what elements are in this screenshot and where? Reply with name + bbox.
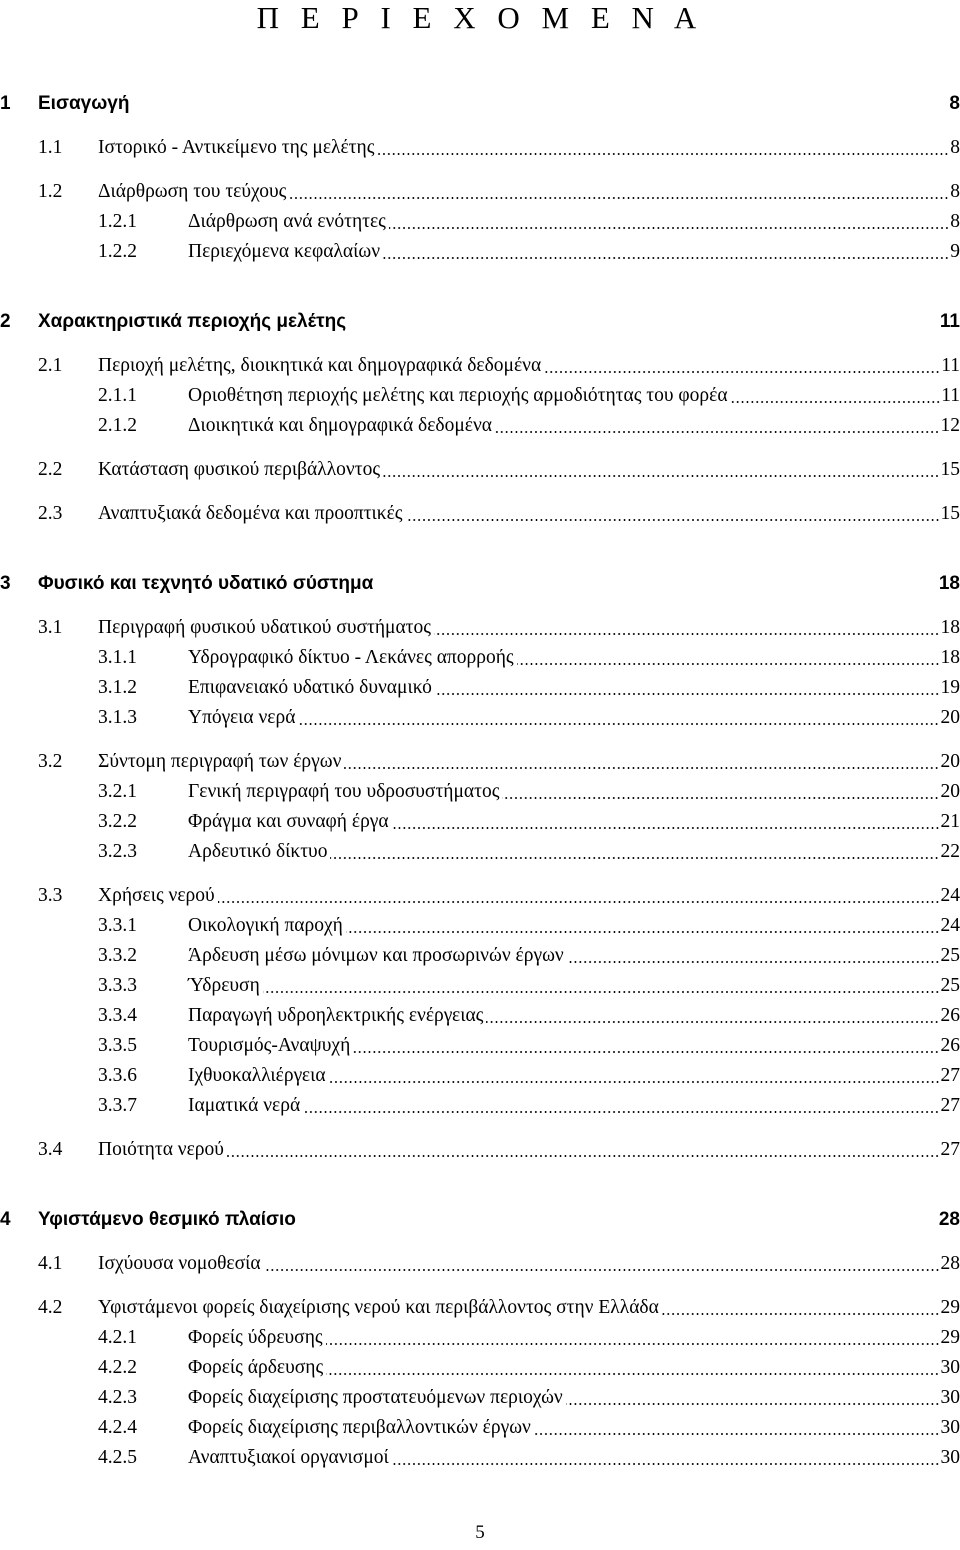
toc-number: 3.2.2 [98,810,137,832]
toc-title: Υφιστάμενοι φορείς διαχείρισης νερού και περιβάλλοντος στην Ελλάδα [98,1296,659,1318]
toc-title: Ισχύουσα νομοθεσία [98,1252,261,1274]
toc-number: 4.2.3 [98,1386,137,1408]
toc-number: 4.2 [38,1296,63,1318]
toc-title: Χρήσεις νερού [98,884,215,906]
toc-page: 30 [940,1446,960,1468]
toc-section[interactable] [0,607,960,637]
toc-title: Διάρθρωση του τεύχους [98,180,287,202]
dot-leader [567,961,940,963]
toc-title: Ιαματικά νερά [188,1094,301,1116]
toc-subsection[interactable] [0,1437,960,1467]
toc-number: 2.3 [38,502,63,524]
dot-leader [392,827,940,829]
toc-page: 21 [940,810,960,832]
toc-number: 1 [0,93,11,114]
toc-title: Ιχθυοκαλλιέργεια [188,1064,326,1086]
toc-number: 1.1 [38,136,63,158]
toc-page: 28 [940,1252,960,1274]
toc-number: 1.2 [38,180,63,202]
toc-title: Διοικητικά και δημογραφικά δεδομένα [188,414,493,436]
toc-section[interactable] [0,449,960,479]
toc-page: 30 [940,1416,960,1438]
toc-page: 22 [940,840,960,862]
toc-page: 28 [938,1209,960,1230]
dot-leader [344,767,939,769]
toc-subsection[interactable] [0,231,960,261]
toc-title: Κατάσταση φυσικού περιβάλλοντος [98,458,381,480]
toc-page: 15 [940,502,960,524]
toc-title: Φράγμα και συναφή έργα [188,810,389,832]
toc-section[interactable] [0,875,960,905]
toc-subsection[interactable] [0,935,960,965]
toc-subsection[interactable] [0,965,960,995]
toc-number: 3.3.3 [98,974,137,996]
toc-page: 27 [940,1138,960,1160]
toc-chapter[interactable] [0,301,960,331]
toc-title: Ύδρευση [188,974,260,996]
toc-subsection[interactable] [0,771,960,801]
toc-title: Αρδευτικό δίκτυο [188,840,328,862]
toc-page: 30 [940,1356,960,1378]
dot-leader [406,519,940,521]
toc-page: 8 [950,210,960,232]
toc-number: 2.1.2 [98,414,137,436]
toc-subsection[interactable] [0,1347,960,1377]
dot-leader [486,1021,939,1023]
toc-page: 24 [940,914,960,936]
toc-title: Ποιότητα νερού [98,1138,224,1160]
toc-title: Περιγραφή φυσικού υδατικού συστήματος [98,616,431,638]
toc-title: Διάρθρωση ανά ενότητες [188,210,386,232]
toc-page: 26 [940,1034,960,1056]
toc-page: 20 [940,780,960,802]
toc-title: Τουρισμός-Αναψυχή [188,1034,351,1056]
toc-chapter[interactable] [0,83,960,113]
toc-number: 3.3.5 [98,1034,137,1056]
toc-title: Φορείς ύδρευσης [188,1326,323,1348]
toc-page: 11 [941,384,960,406]
toc-title: Οριοθέτηση περιοχής μελέτης και περιοχής αρμοδιότητας του φορέα [188,384,728,406]
toc-number: 4.2.5 [98,1446,137,1468]
toc-section[interactable] [0,1287,960,1317]
page-title: Π Ε Ρ Ι Ε Χ Ο Μ Ε Ν Α [256,0,704,35]
toc-page: 27 [940,1094,960,1116]
toc-page: 27 [940,1064,960,1086]
dot-leader [435,693,940,695]
toc-subsection[interactable] [0,1377,960,1407]
dot-leader [517,663,940,665]
dot-leader [227,1155,940,1157]
toc-subsection[interactable] [0,1407,960,1437]
toc-subsection[interactable] [0,405,960,435]
toc-number: 3 [0,573,11,594]
toc-title: Γενική περιγραφή του υδροσυστήματος [188,780,500,802]
toc-number: 1.2.1 [98,210,137,232]
dot-leader [502,797,939,799]
toc-subsection[interactable] [0,1085,960,1115]
dot-leader [303,1111,939,1113]
toc-subsection[interactable] [0,1317,960,1347]
toc-number: 3.3 [38,884,63,906]
toc-page: 29 [940,1326,960,1348]
toc-subsection[interactable] [0,905,960,935]
dot-leader [218,901,940,903]
dot-leader [330,857,939,859]
toc-page: 18 [940,616,960,638]
toc-page: 20 [940,706,960,728]
toc-title: Αναπτυξιακοί οργανισμοί [188,1446,389,1468]
toc-title: Ιστορικό - Αντικείμενο της μελέτης [98,136,375,158]
toc-number: 1.2.2 [98,240,137,262]
dot-leader [434,633,940,635]
toc-title: Υφιστάμενο θεσμικό πλαίσιο [38,1209,296,1230]
toc-number: 4.2.1 [98,1326,137,1348]
toc-number: 3.2 [38,750,63,772]
dot-leader [263,991,940,993]
toc-subsection[interactable] [0,667,960,697]
toc-title: Εισαγωγή [38,93,130,114]
toc-page: 19 [940,676,960,698]
toc-title: Περιοχή μελέτης, διοικητικά και δημογραφικά δεδομένα [98,354,542,376]
toc-number: 2.1 [38,354,63,376]
dot-leader [329,1081,940,1083]
dot-leader [264,1269,940,1271]
toc-number: 4.1 [38,1252,63,1274]
toc-number: 3.3.6 [98,1064,137,1086]
toc-subsection[interactable] [0,995,960,1025]
toc-number: 3.1 [38,616,63,638]
toc-section[interactable] [0,741,960,771]
toc-section[interactable] [0,493,960,523]
dot-leader [662,1313,940,1315]
toc-number: 3.1.2 [98,676,137,698]
toc-page: 25 [940,944,960,966]
toc-title: Φορείς διαχείρισης περιβαλλοντικών έργων [188,1416,531,1438]
toc-title: Περιεχόμενα κεφαλαίων [188,240,381,262]
dot-leader [544,371,940,373]
toc-number: 2.1.1 [98,384,137,406]
dot-leader [383,475,939,477]
dot-leader [534,1433,940,1435]
toc-subsection[interactable] [0,201,960,231]
toc-subsection[interactable] [0,831,960,861]
toc-title: Φορείς άρδευσης [188,1356,324,1378]
toc-page: 12 [940,414,960,436]
toc-page: 8 [950,180,960,202]
toc-title: Σύντομη περιγραφή των έργων [98,750,342,772]
toc-page: 29 [940,1296,960,1318]
toc-number: 3.2.3 [98,840,137,862]
toc-number: 3.3.2 [98,944,137,966]
toc-title: Αναπτυξιακά δεδομένα και προοπτικές [98,502,403,524]
dot-leader [289,197,949,199]
toc-section[interactable] [0,1243,960,1273]
toc-number: 3.1.1 [98,646,137,668]
toc-page: 26 [940,1004,960,1026]
dot-leader [377,153,949,155]
dot-leader [731,401,941,403]
toc-number: 3.3.7 [98,1094,137,1116]
toc-page: 11 [939,311,960,332]
toc-subsection[interactable] [0,375,960,405]
toc-subsection[interactable] [0,637,960,667]
toc-page: 24 [940,884,960,906]
toc-title: Χαρακτηριστικά περιοχής μελέτης [38,311,347,332]
toc-page: 15 [940,458,960,480]
toc-page: 8 [949,93,960,114]
toc-section[interactable] [0,127,960,157]
toc-subsection[interactable] [0,1055,960,1085]
toc-title: Φορείς διαχείρισης προστατευόμενων περιοχών [188,1386,563,1408]
toc-title: Παραγωγή υδροηλεκτρικής ενέργειας [188,1004,484,1026]
dot-leader [389,227,949,229]
toc-subsection[interactable] [0,697,960,727]
page-number: 5 [475,1522,485,1543]
toc-number: 2.2 [38,458,63,480]
toc-number: 3.3.1 [98,914,137,936]
dot-leader [298,723,939,725]
dot-leader [326,1373,939,1375]
toc-chapter[interactable] [0,563,960,593]
toc-section[interactable] [0,1129,960,1159]
dot-leader [495,431,939,433]
toc-page: 25 [940,974,960,996]
toc-number: 3.1.3 [98,706,137,728]
toc-section[interactable] [0,345,960,375]
dot-leader [383,257,949,259]
toc-page: 11 [941,354,960,376]
toc-page: 9 [950,240,960,262]
toc-page: 18 [940,646,960,668]
toc-section[interactable] [0,171,960,201]
toc-number: 4.2.4 [98,1416,137,1438]
toc-number: 3.2.1 [98,780,137,802]
toc-title: Οικολογική παροχή [188,914,343,936]
toc-number: 3.4 [38,1138,63,1160]
dot-leader [346,931,940,933]
toc-number: 4 [0,1209,11,1230]
toc-page: 30 [940,1386,960,1408]
toc-number: 3.3.4 [98,1004,137,1026]
toc-number: 4.2.2 [98,1356,137,1378]
toc-page: 18 [938,573,960,594]
toc-title: Υδρογραφικό δίκτυο - Λεκάνες απορροής [188,646,514,668]
toc-page: 20 [940,750,960,772]
dot-leader [392,1463,940,1465]
toc-title: Υπόγεια νερά [188,706,296,728]
toc-page: 8 [950,136,960,158]
toc-title: Άρδευση μέσω μόνιμων και προσωρινών έργων [188,944,564,966]
toc-number: 2 [0,311,11,332]
toc-chapter[interactable] [0,1199,960,1229]
toc-subsection[interactable] [0,1025,960,1055]
dot-leader [353,1051,939,1053]
dot-leader [326,1343,940,1345]
toc-subsection[interactable] [0,801,960,831]
toc-title: Φυσικό και τεχνητό υδατικό σύστημα [38,573,374,594]
dot-leader [566,1403,940,1405]
toc-title: Επιφανειακό υδατικό δυναμικό [188,676,432,698]
